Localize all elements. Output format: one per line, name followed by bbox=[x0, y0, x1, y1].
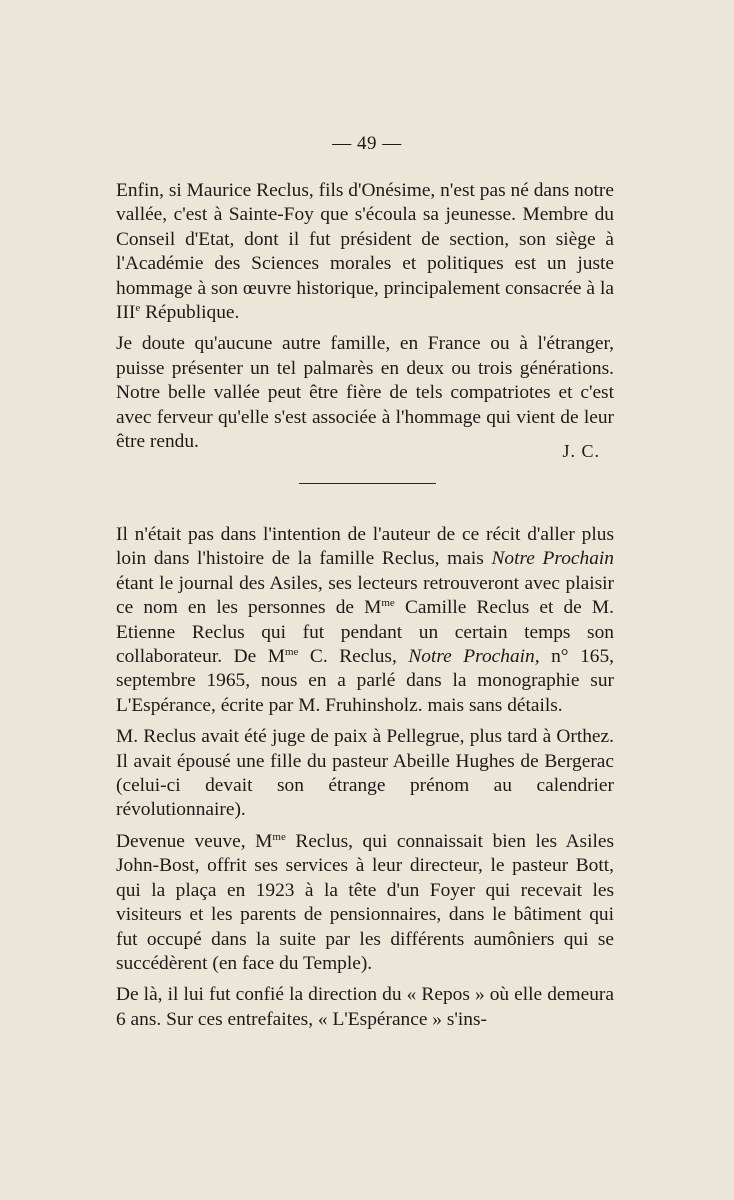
section-2 bbox=[116, 523, 614, 1039]
section-divider bbox=[299, 483, 436, 484]
paragraph-5: Devenue veuve, $M^{me}$ Reclus, qui connaissait bien les Asiles John-Bost, offrit ses services à leur directeur, le pasteur Bott, qui la plaça en 1923 à la tête d'un Foyer qui recevait les visiteurs et les parents de pensionnaires, dans le bâtiment qui fut occupé dans la suite par les différents aumôniers qui se succédèrent (en face du Temple). bbox=[116, 830, 614, 974]
paragraph-2: Je doute qu'aucune autre famille, en France ou à l'étranger, puisse présenter un tel palmarès en deux ou trois générations. Notre belle vallée peut être fière de tels compatriotes et c'est avec ferveur qu'elle s'est associée à l'hommage qui vient de leur être rendu. bbox=[116, 333, 614, 453]
section-1 bbox=[116, 179, 614, 461]
paragraph-1: Enfin, si Maurice Reclus, fils d'Onésime, n'est pas né dans notre vallée, c'est à Sainte-Foy que s'écoula sa jeunesse. Membre du Conseil d'Etat, dont il fut président de section, son siège à l'Académie des Sciences morales et politiques est un juste hommage à son œuvre historique, principalement consacrée à la IIIe République. bbox=[116, 180, 614, 324]
paragraph-6: De là, il lui fut confié la direction du « Repos » où elle demeura 6 ans. Sur ces entrefaites, « L'Espérance » s'ins- bbox=[116, 984, 614, 1030]
journal-title: Notre Prochain bbox=[491, 548, 614, 570]
signature: J. C. bbox=[562, 441, 600, 461]
paragraph-4: M. Reclus avait été juge de paix à Pellegrue, plus tard à Orthez. Il avait épousé une fille du pasteur Abeille Hughes de Bergerac (celui-ci devait son étrange prénom au calendrier révolutionnaire). bbox=[116, 726, 614, 821]
page-number: — 49 — bbox=[332, 133, 402, 154]
journal-title: Notre Prochain, bbox=[408, 646, 540, 668]
paragraph-3: Il n'était pas dans l'intention de l'auteur de ce récit d'aller plus loin dans l'histoire de la famille Reclus, mais Notre Prochain étant le journal des Asiles, ses lecteurs retrouveront avec plaisir ce nom en les personnes de $M^{me}$ Camille Reclus et de M. Etienne Reclus qui fut pendant un certain temps son collaborateur. De $M^{me}$ C. Reclus, Notre Prochain, n° 165, septembre 1965, nous en a parlé dans la monographie sur L'Espérance, écrite par M. Fruhinsholz. mais sans détails. bbox=[116, 524, 615, 716]
